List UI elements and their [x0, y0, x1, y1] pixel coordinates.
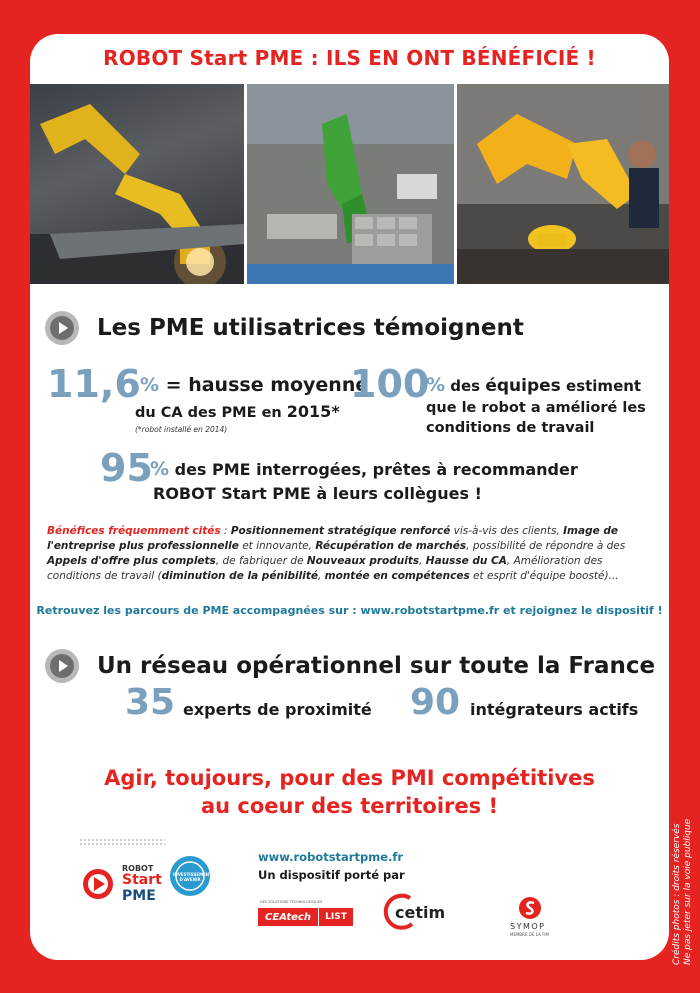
- stat-recommend-number: 95: [100, 446, 153, 490]
- stat-recommend-line2: ROBOT Start PME à leurs collègues !: [153, 484, 482, 503]
- stat-revenue-line2: du CA des PME en: [135, 405, 287, 421]
- stat-integrators: [410, 684, 660, 734]
- website-callout[interactable]: Retrouvez les parcours de PME accompagnées sur : www.robotstartpme.fr et rejoignez le dispositif !: [36, 604, 663, 617]
- section-network-title: Un réseau opérationnel sur toute la France: [97, 653, 656, 679]
- slogan-line2: au coeur des territoires !: [200, 794, 499, 818]
- play-icon: [45, 311, 79, 345]
- list-text: LIST: [325, 912, 347, 922]
- stat-recommend-line1: des PME interrogées, prêtes à recommander: [169, 460, 578, 479]
- investissements-avenir-badge: INVESTISSEMENTS D'AVENIR: [173, 872, 215, 882]
- symop-text: SYMOP: [510, 922, 546, 931]
- stat-revenue-line1: = hausse moyenne: [159, 374, 369, 396]
- stat-teams: [350, 364, 660, 444]
- cutting-robot-photo: [457, 84, 669, 284]
- footer-porte: Un dispositif porté par: [258, 868, 405, 882]
- symop-subtext: MEMBRE DE LA FIM: [510, 932, 549, 937]
- section-network-header: [45, 649, 655, 683]
- benefits-text: vis-à-vis des clients,: [450, 525, 564, 537]
- cetim-logo: [382, 892, 462, 932]
- stat-teams-line1a: des: [445, 377, 486, 395]
- benefit-hardship: diminution de la pénibilité: [161, 570, 318, 582]
- stat-revenue-percent: %: [140, 374, 160, 396]
- play-icon: [45, 649, 79, 683]
- credits-line2: Ne pas jeter sur la voie publique: [683, 818, 693, 965]
- stat-revenue-year: 2015*: [286, 402, 340, 421]
- benefit-positioning: Positionnement stratégique renforcé: [230, 525, 451, 537]
- stat-teams-number: 100: [350, 362, 430, 406]
- ceatech-tagline: DES SOLUTIONS TECHNOLOGIQUES: [260, 900, 323, 904]
- stat-revenue: [47, 362, 369, 444]
- logo-start-text: Start: [122, 872, 162, 888]
- palletizing-robot-photo: [247, 84, 454, 284]
- benefit-skills: montée en compétences: [324, 570, 470, 582]
- benefits-text: , Amélioration des conditions de travail (: [47, 555, 603, 582]
- robot-start-pme-logo: [80, 834, 220, 934]
- benefit-revenue: Hausse du CA: [425, 555, 507, 567]
- benefits-text: ,: [419, 555, 426, 567]
- stat-teams-line2: que le robot a amélioré les: [426, 400, 646, 416]
- stat-experts-label: experts de proximité: [183, 700, 372, 719]
- photo-credits: [672, 795, 692, 965]
- benefits-text: et innovante,: [238, 540, 316, 552]
- stat-revenue-note: (*robot installé en 2014): [135, 425, 228, 434]
- benefit-tenders: Appels d'offre plus complets: [47, 555, 216, 567]
- slogan-line1: Agir, toujours, pour des PMI compétitives: [104, 766, 595, 790]
- photo-strip: [30, 84, 669, 284]
- stat-integrators-label: intégrateurs actifs: [470, 700, 639, 719]
- section-testimonials-title: Les PME utilisatrices témoignent: [97, 315, 524, 341]
- stat-experts: [125, 684, 385, 734]
- benefits-text: , de fabriquer de: [215, 555, 307, 567]
- benefits-text: , possibilité de répondre à des: [466, 540, 626, 552]
- benefits-text: et esprit d'équipe boosté)...: [469, 570, 619, 582]
- poster-card: [30, 34, 669, 960]
- logo-pme-text: PME: [122, 888, 156, 904]
- benefits-sep: :: [220, 525, 231, 537]
- benefits-text: ,: [317, 570, 325, 582]
- benefits-lead: Bénéfices fréquemment cités: [47, 525, 221, 537]
- stat-teams-percent: %: [426, 374, 446, 396]
- stat-teams-line1c: estiment: [560, 377, 642, 395]
- benefit-image: Image de l'entreprise plus professionnelle: [47, 525, 619, 552]
- logo-robot-text: ROBOT: [122, 864, 154, 873]
- symop-logo: [490, 896, 570, 936]
- welding-robot-photo: [30, 84, 244, 284]
- stat-recommend: [100, 448, 660, 508]
- ceatech-list-logo: [258, 900, 353, 930]
- stat-teams-line1b: équipes: [485, 376, 561, 396]
- benefits-paragraph: [47, 524, 655, 584]
- ceatech-text: CEAtech: [265, 911, 311, 923]
- stat-recommend-percent: %: [150, 458, 170, 480]
- benefit-markets: Récupération de marchés: [315, 540, 467, 552]
- benefit-products: Nouveaux produits: [306, 555, 420, 567]
- credits-line1: Crédits photos : droits réservés: [672, 823, 682, 965]
- stat-teams-line3: conditions de travail: [426, 420, 595, 436]
- poster-title: ROBOT Start PME : ILS EN ONT BÉNÉFICIÉ !: [103, 46, 596, 70]
- footer-url[interactable]: www.robotstartpme.fr: [258, 850, 404, 864]
- stat-revenue-number: 11,6: [47, 362, 141, 406]
- slogan: [30, 764, 669, 820]
- cetim-text: cetim: [395, 903, 446, 922]
- section-testimonials-header: [45, 311, 524, 345]
- stat-integrators-number: 90: [410, 682, 461, 723]
- stat-experts-number: 35: [125, 682, 176, 723]
